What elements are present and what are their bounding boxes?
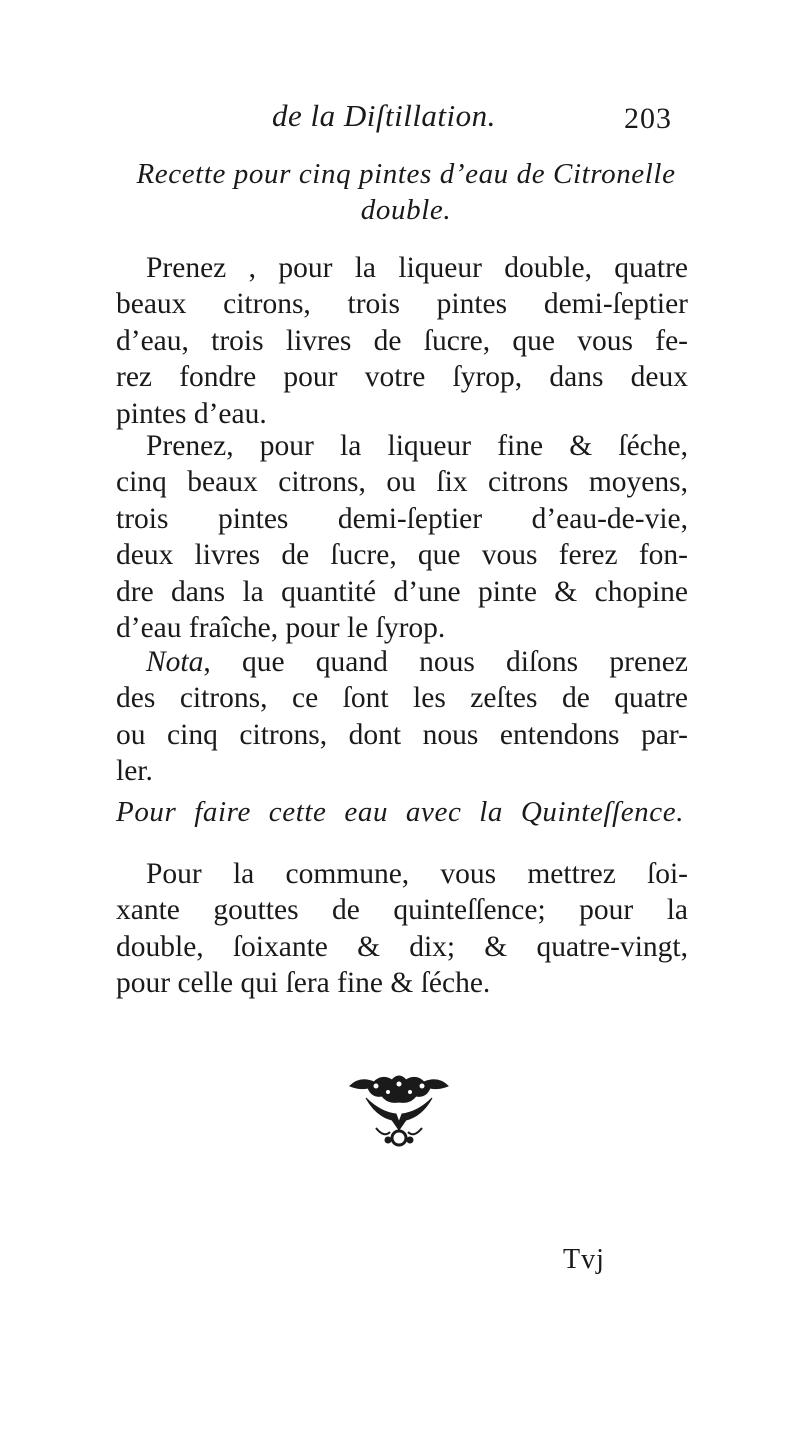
text-line: pintes d’eau.	[116, 397, 267, 430]
text-line: Pour la commune, vous mettrez ſoi-	[146, 858, 688, 890]
text-line: double, ſoixante & dix; & quatre-vingt,	[116, 930, 688, 963]
paragraph-quintessence	[116, 856, 688, 1002]
text-line: ou cinq citrons, dont nous entendons par-	[116, 718, 688, 751]
running-title: de la Diſtillation.	[272, 98, 496, 133]
text-line: Prenez , pour la liqueur double, quatre	[146, 252, 688, 284]
fleuron-ornament-icon	[346, 1068, 452, 1154]
paragraph-nota	[116, 644, 688, 790]
running-head	[0, 98, 800, 138]
page-number: 203	[624, 102, 672, 135]
text-line: xante gouttes de quinteſſence; pour la	[116, 894, 688, 927]
quintessence-heading: Pour faire cette eau avec la Quinteſſence.	[116, 796, 685, 828]
recipe-heading	[116, 156, 696, 228]
text-line: d’eau fraîche, pour le ſyrop.	[116, 612, 446, 645]
text-line: Prenez, pour la liqueur fine & ſéche,	[146, 430, 688, 462]
text-line: d’eau, trois livres de ſucre, que vous fe-	[116, 324, 688, 357]
text-line: trois pintes demi-ſeptier d’eau-de-vie,	[116, 502, 688, 535]
text-line: ler.	[116, 755, 153, 788]
recipe-heading-line2: double.	[360, 194, 452, 226]
text-line	[116, 644, 688, 680]
paragraph-double-liqueur	[116, 250, 688, 432]
text-line: beaux citrons, trois pintes demi-ſeptier	[116, 288, 688, 321]
text-line: cinq beaux citrons, ou ſix citrons moyens,	[116, 466, 688, 499]
signature-mark: Tvj	[563, 1244, 605, 1275]
text-line: deux livres de ſucre, que vous ferez fon-	[116, 539, 688, 572]
text-line: dre dans la quantité d’une pinte & chopine	[116, 575, 688, 608]
text-line: pour celle qui ſera fine & ſéche.	[116, 967, 491, 1000]
recipe-heading-line1: Recette pour cinq pintes d’eau de Citronelle	[136, 158, 676, 190]
nota-word: Nota	[146, 646, 204, 678]
nota-rest: , que quand nous diſons prenez	[203, 646, 688, 678]
text-line: rez fondre pour votre ſyrop, dans deux	[116, 361, 688, 394]
text-line: des citrons, ce ſont les zeſtes de quatre	[116, 682, 688, 715]
paragraph-fine-liqueur	[116, 428, 688, 646]
